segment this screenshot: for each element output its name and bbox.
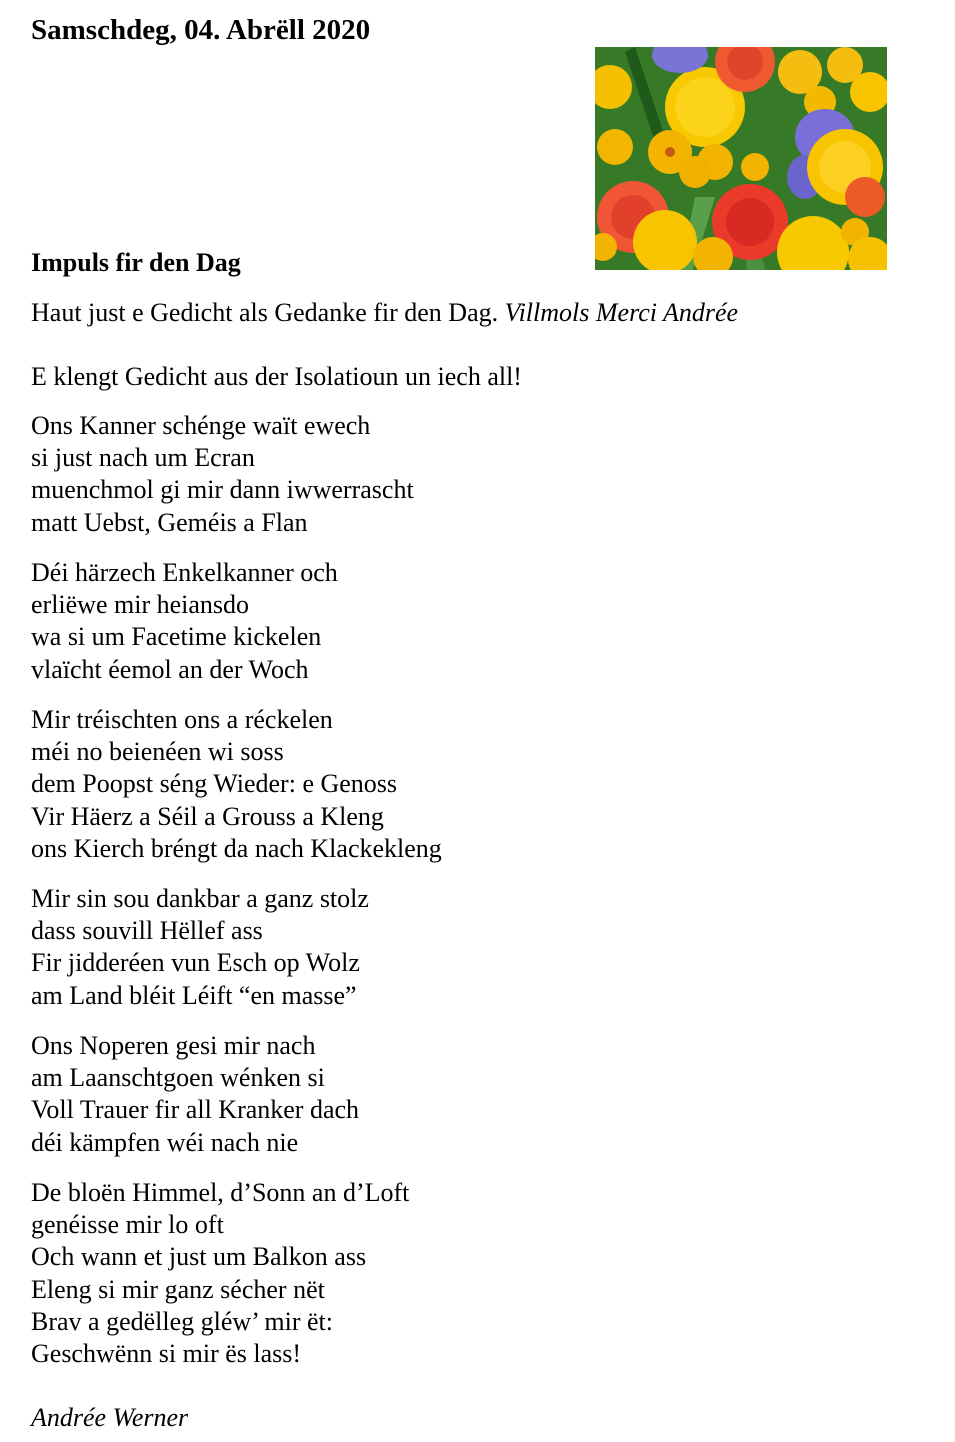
page-date-title: Samschdeg, 04. Abrëll 2020 [31, 14, 371, 46]
opening-line: E klengt Gedicht aus der Isolatioun un iech all! [31, 362, 522, 391]
poem-stanza-1 [31, 410, 414, 539]
poem-line: vlaïcht éemol an der Woch [31, 654, 309, 684]
poem-line: matt Uebst, Geméis a Flan [31, 507, 308, 537]
poem-line: Geschwënn si mir ës lass! [31, 1338, 302, 1368]
poem-stanza-5 [31, 1030, 359, 1159]
intro-thanks: Villmols Merci Andrée [504, 298, 739, 327]
poem-stanza-2 [31, 557, 338, 686]
intro-text: Haut just e Gedicht als Gedanke fir den Dag. [31, 298, 505, 327]
poem-line: Mir tréischten ons a réckelen [31, 705, 333, 734]
poem-line: méi no beienéen wi soss [31, 737, 284, 767]
poem-stanza-3 [31, 704, 442, 865]
poem-line: Ons Kanner schénge waït ewech [31, 411, 371, 440]
poem-stanza-4 [31, 883, 369, 1012]
poem-line: Fir jidderéen vun Esch op Wolz [31, 948, 360, 978]
poem-line: wa si um Facetime kickelen [31, 622, 322, 652]
intro-paragraph [31, 295, 738, 331]
poem-line: Eleng si mir ganz sécher nët [31, 1274, 325, 1304]
poem-line: genéisse mir lo oft [31, 1210, 224, 1240]
poem-line: muenchmol gi mir dann iwwerrascht [31, 475, 414, 505]
poem-line: Och wann et just um Balkon ass [31, 1242, 367, 1272]
poem-line: Voll Trauer fir all Kranker dach [31, 1095, 360, 1125]
poem-stanza-6 [31, 1177, 409, 1370]
poem-line: dass souvill Hëllef ass [31, 916, 263, 946]
poem-line: déi kämpfen wéi nach nie [31, 1127, 299, 1157]
poem-line: dem Poopst séng Wieder: e Genoss [31, 769, 398, 799]
poem-line: erliëwe mir heiansdo [31, 590, 250, 620]
poem-line: am Laanschtgoen wénken si [31, 1063, 325, 1093]
poem-line: ons Kierch bréngt da nach Klackekleng [31, 833, 442, 863]
poem-line: Mir sin sou dankbar a ganz stolz [31, 884, 369, 913]
poem-line: De bloën Himmel, d’Sonn an d’Loft [31, 1178, 410, 1207]
poem-line: Vir Häerz a Séil a Grouss a Kleng [31, 801, 384, 831]
poem-line: si just nach um Ecran [31, 443, 255, 473]
section-heading: Impuls fir den Dag [31, 248, 241, 277]
poem-line: Ons Noperen gesi mir nach [31, 1031, 316, 1060]
author-signature: Andrée Werner [31, 1403, 189, 1432]
flower-bouquet-image [595, 47, 887, 270]
poem-line: Brav a gedëlleg gléw’ mir ët: [31, 1306, 334, 1336]
poem-line: Déi härzech Enkelkanner och [31, 558, 338, 587]
poem-line: am Land bléit Léift “en masse” [31, 980, 357, 1010]
